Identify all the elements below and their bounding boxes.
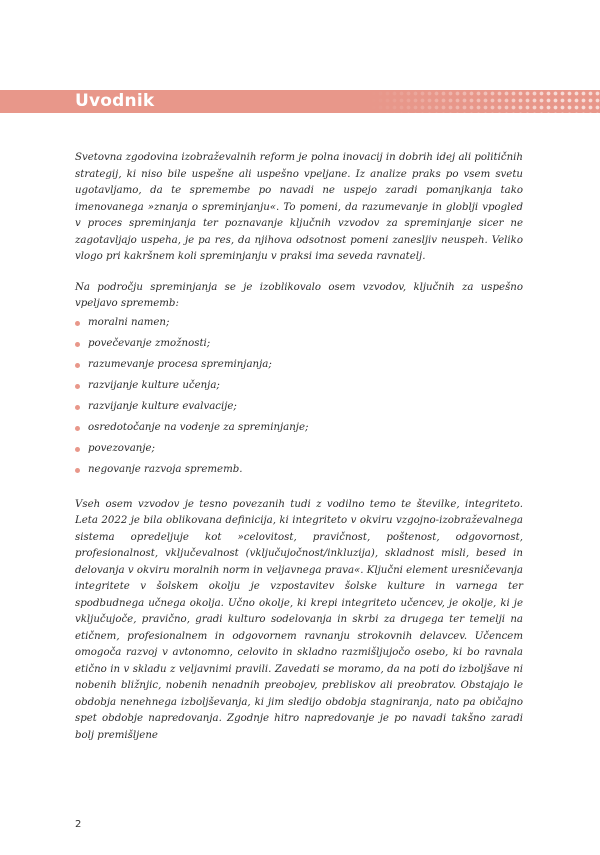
list-item-text: razvijanje kulture evalvacije; [88,400,237,412]
list-item [75,462,523,479]
section-title: Uvodnik [75,91,155,111]
list-item [75,378,523,395]
list-item-text: povečevanje zmožnosti; [88,337,211,349]
article-body [75,150,523,744]
page-number: 2 [75,819,82,830]
bullet-icon [75,321,80,326]
levers-list [75,315,523,479]
intro-paragraph: Svetovna zgodovina izobraževalnih reform je polna inovacij in dobrih idej ali političnih strategij, ki niso bile uspešne ali uspešno vpeljane. Iz analize praks po vsem svetu ugotavljamo, da te spremembe po navadi ne uspejo zaradi pomanjkanja tako imenovanega »znanja o spreminjanju«. To pomeni, da razumevanje in globlji vpogled v proces spreminjanja ter poznavanje ključnih vzvodov za spreminjanje sicer ne zagotavljajo uspeha, je pa res, da njihova odsotnost pomeni zanesljiv neuspeh. Veliko vlogo pri kakršnem koli spreminjanju v praksi ima seveda ravnatelj. [75,152,523,262]
list-item [75,399,523,416]
list-item-text: razvijanje kulture učenja; [88,379,220,391]
list-item [75,315,523,332]
list-item [75,420,523,437]
levers-intro-paragraph: Na področju spreminjanja se je izoblikovalo osem vzvodov, ključnih za uspešno vpeljavo sprememb: [75,281,523,309]
integrity-paragraph: Vseh osem vzvodov je tesno povezanih tudi z vodilno temo te številke, integriteto. Leta 2022 je bila oblikovana definicija, ki integriteto v okviru vzgojno-izobraževalnega sistema opredeljuje kot »celovitost, pravičnost, poštenost, odgovornost, profesionalnost, vključevalnost (vključujočnost/inkluzija), skladnost misli, besed in delovanja v okviru moralnih norm in veljavnega prava«. Ključni element uresničevanja integritete v šolskem okolju je vzpostavitev šolske kulture in varnega ter spodbudnega učnega okolja. Učno okolje, ki krepi integriteto učencev, je okolje, ki je vključujoče, pravično, gradi kulturo sodelovanja in skrbi za drugega ter temelji na etičnem, profesionalnem in odgovornem ravnanju strokovnih delavcev. Učencem omogoča razvoj v avtonomno, celovito in skladno razmišljujočo osebo, ki bo ravnala etično in v skladu z veljavnimi pravili. Zavedati se moramo, da na poti do izboljšave ni nobenih bližnjic, nobenih nenadnih preobojev, prebliskov ali preobratov. Obstajajo le obdobja nenehnega izboljševanja, ki jim sledijo obdobja stagniranja, nato pa običajno spet obdobje napredovanja. Zgodnje hitro napredovanje je po navadi takšno zaradi bolj premišljene [75,498,523,741]
list-item [75,336,523,353]
bullet-icon [75,447,80,452]
bullet-icon [75,468,80,473]
bullet-icon [75,363,80,368]
bullet-icon [75,384,80,389]
list-item-text: povezovanje; [88,442,155,454]
list-item-text: negovanje razvoja sprememb. [88,463,243,475]
bullet-icon [75,342,80,347]
list-item [75,357,523,374]
list-item-text: razumevanje procesa spreminjanja; [88,358,272,370]
bullet-icon [75,405,80,410]
dot-pattern-decoration [370,90,600,113]
list-item-text: moralni namen; [88,316,170,328]
list-item-text: osredotočanje na vodenje za spreminjanje; [88,421,309,433]
bullet-icon [75,426,80,431]
list-item [75,441,523,458]
